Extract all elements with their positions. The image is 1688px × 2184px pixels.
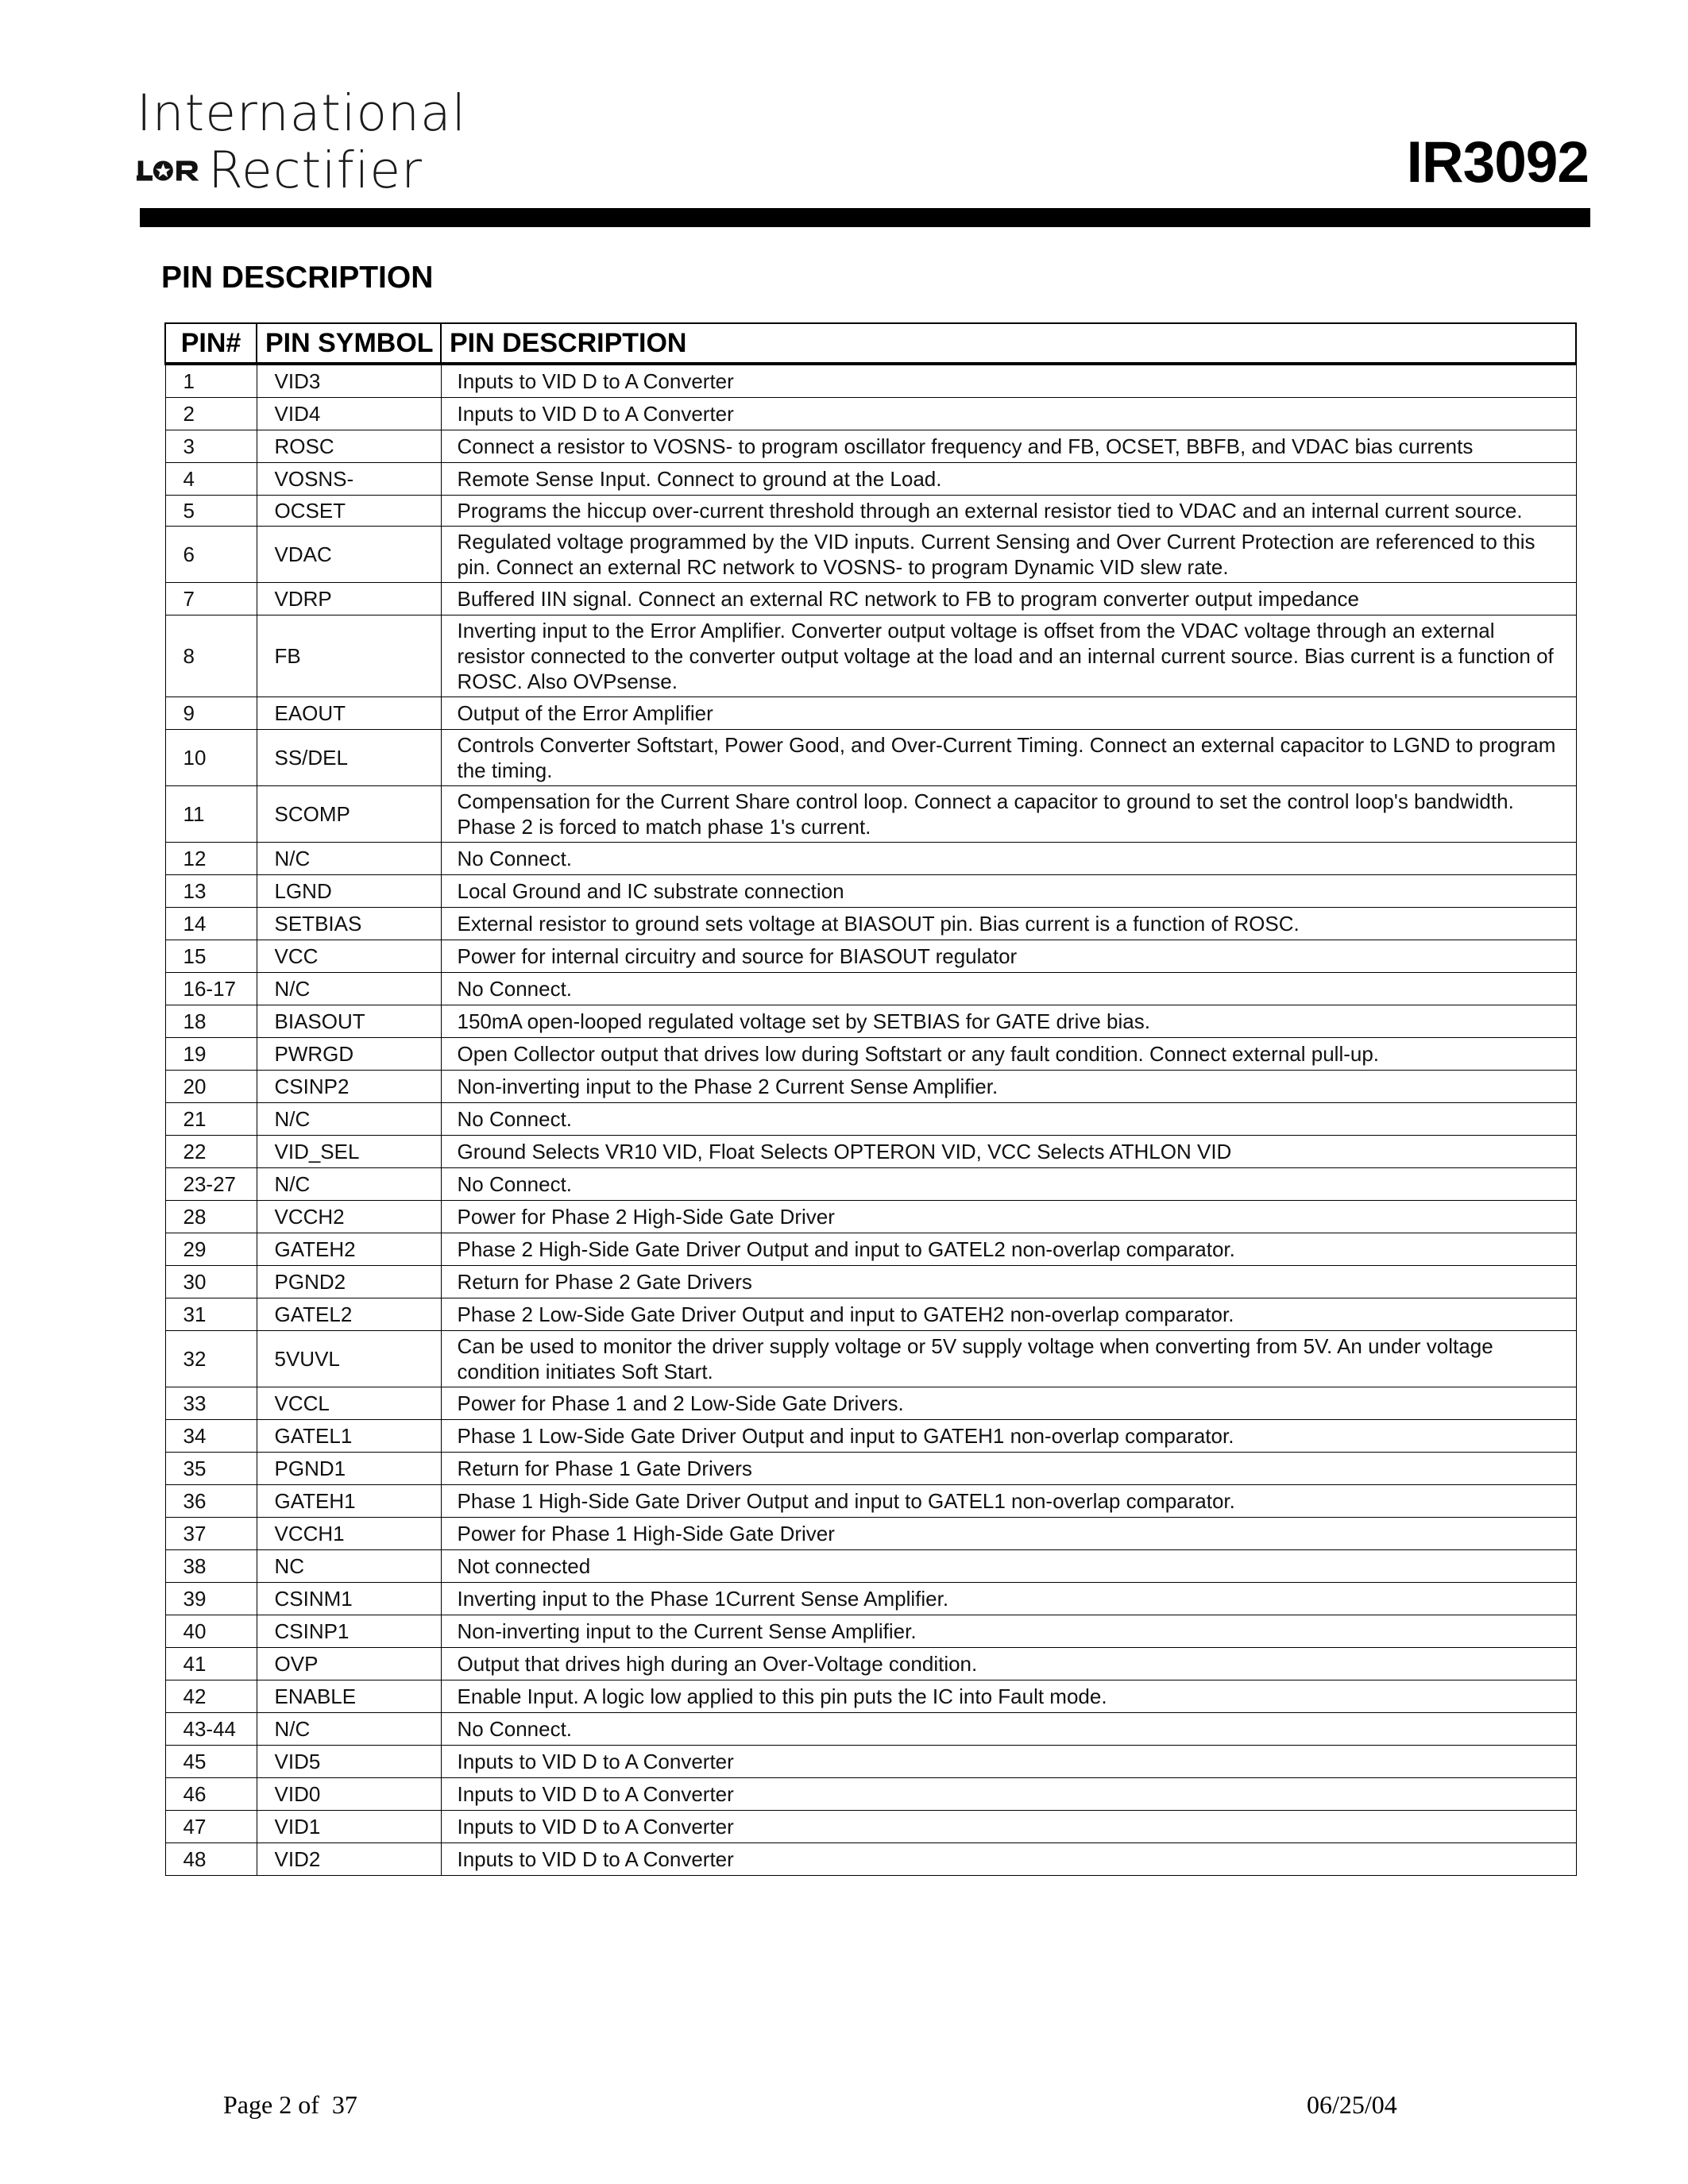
pin-symbol-cell: VDRP — [257, 583, 441, 615]
pin-symbol-cell: GATEH1 — [257, 1485, 441, 1518]
pin-number-cell: 43-44 — [165, 1713, 257, 1746]
pin-number-cell: 32 — [165, 1331, 257, 1387]
pin-number-cell: 21 — [165, 1103, 257, 1136]
pin-symbol-cell: VID0 — [257, 1778, 441, 1811]
table-row — [165, 463, 1576, 496]
pin-description-cell: No Connect. — [441, 1713, 1576, 1746]
table-row — [165, 973, 1576, 1005]
pin-description-cell: Phase 1 High-Side Gate Driver Output and input to GATEL1 non-overlap comparator. — [441, 1485, 1576, 1518]
table-row — [165, 496, 1576, 527]
pin-symbol-cell: PGND1 — [257, 1453, 441, 1485]
pin-number-cell: 39 — [165, 1583, 257, 1615]
pin-symbol-cell: CSINP2 — [257, 1071, 441, 1103]
pin-symbol-cell: N/C — [257, 843, 441, 875]
pin-symbol-cell: VCCH2 — [257, 1201, 441, 1233]
pin-description-cell: Enable Input. A logic low applied to this pin puts the IC into Fault mode. — [441, 1680, 1576, 1713]
pin-symbol-cell: LGND — [257, 875, 441, 908]
pin-symbol-cell: OVP — [257, 1648, 441, 1680]
pin-number-cell: 7 — [165, 583, 257, 615]
pin-number-cell: 40 — [165, 1615, 257, 1648]
pin-symbol-cell: EAOUT — [257, 697, 441, 730]
table-row — [165, 1680, 1576, 1713]
pin-number-cell: 47 — [165, 1811, 257, 1843]
page-number: Page 2 of 37 — [223, 2090, 357, 2119]
pin-number-cell: 16-17 — [165, 973, 257, 1005]
pin-description-table — [164, 322, 1577, 1876]
pin-description-cell: No Connect. — [441, 843, 1576, 875]
pin-symbol-cell: N/C — [257, 1103, 441, 1136]
pin-symbol-cell: ROSC — [257, 430, 441, 463]
table-row — [165, 1387, 1576, 1420]
pin-symbol-cell: BIASOUT — [257, 1005, 441, 1038]
pin-description-cell: Return for Phase 2 Gate Drivers — [441, 1266, 1576, 1298]
pin-symbol-cell: SETBIAS — [257, 908, 441, 940]
pin-symbol-cell: CSINM1 — [257, 1583, 441, 1615]
document-date: 06/25/04 — [1307, 2090, 1397, 2119]
table-row — [165, 1550, 1576, 1583]
pin-number-cell: 18 — [165, 1005, 257, 1038]
table-row — [165, 430, 1576, 463]
pin-symbol-cell: SS/DEL — [257, 730, 441, 786]
pin-number-cell: 46 — [165, 1778, 257, 1811]
pin-number-cell: 20 — [165, 1071, 257, 1103]
pin-number-cell: 22 — [165, 1136, 257, 1168]
pin-symbol-cell: FB — [257, 615, 441, 697]
pin-number-cell: 36 — [165, 1485, 257, 1518]
pin-description-cell: Can be used to monitor the driver supply voltage or 5V supply voltage when converting from 5V. An under voltage condition initiates Soft Start. — [441, 1331, 1576, 1387]
section-title: PIN DESCRIPTION — [161, 260, 434, 295]
company-logo — [137, 84, 467, 199]
pin-symbol-cell: GATEH2 — [257, 1233, 441, 1266]
pin-description-cell: Inverting input to the Error Amplifier. Converter output voltage is offset from the VDAC voltage through an external resistor connected to the converter output voltage at the load and an internal current source. Bias current is a function of ROSC. Also OVPsense. — [441, 615, 1576, 697]
pin-symbol-cell: VID1 — [257, 1811, 441, 1843]
pin-description-cell: External resistor to ground sets voltage at BIASOUT pin. Bias current is a function of ROSC. — [441, 908, 1576, 940]
table-row — [165, 1518, 1576, 1550]
table-row — [165, 615, 1576, 697]
table-row — [165, 1233, 1576, 1266]
pin-symbol-cell: VID3 — [257, 364, 441, 398]
pin-description-cell: Phase 2 High-Side Gate Driver Output and input to GATEL2 non-overlap comparator. — [441, 1233, 1576, 1266]
pin-number-cell: 41 — [165, 1648, 257, 1680]
pin-symbol-cell: GATEL1 — [257, 1420, 441, 1453]
table-row — [165, 1648, 1576, 1680]
pin-symbol-cell: VDAC — [257, 527, 441, 583]
pin-symbol-cell: OCSET — [257, 496, 441, 527]
pin-description-cell: Not connected — [441, 1550, 1576, 1583]
pin-description-cell: Ground Selects VR10 VID, Float Selects OPTERON VID, VCC Selects ATHLON VID — [441, 1136, 1576, 1168]
header-divider — [140, 208, 1590, 227]
pin-number-cell: 23-27 — [165, 1168, 257, 1201]
table-row — [165, 527, 1576, 583]
table-row — [165, 730, 1576, 786]
column-header-symbol: PIN SYMBOL — [257, 323, 441, 364]
pin-description-cell: Power for Phase 1 High-Side Gate Driver — [441, 1518, 1576, 1550]
table-row — [165, 1038, 1576, 1071]
pin-description-cell: Remote Sense Input. Connect to ground at the Load. — [441, 463, 1576, 496]
pin-description-cell: 150mA open-looped regulated voltage set by SETBIAS for GATE drive bias. — [441, 1005, 1576, 1038]
table-row — [165, 1071, 1576, 1103]
pin-description-cell: Controls Converter Softstart, Power Good, and Over-Current Timing. Connect an external capacitor to LGND to program the timing. — [441, 730, 1576, 786]
table-row — [165, 1005, 1576, 1038]
pin-description-cell: No Connect. — [441, 973, 1576, 1005]
table-row — [165, 908, 1576, 940]
pin-symbol-cell: ENABLE — [257, 1680, 441, 1713]
pin-number-cell: 6 — [165, 527, 257, 583]
pin-description-cell: Power for Phase 1 and 2 Low-Side Gate Drivers. — [441, 1387, 1576, 1420]
pin-number-cell: 33 — [165, 1387, 257, 1420]
table-row — [165, 1201, 1576, 1233]
pin-symbol-cell: VID_SEL — [257, 1136, 441, 1168]
pin-description-cell: Power for Phase 2 High-Side Gate Driver — [441, 1201, 1576, 1233]
pin-number-cell: 9 — [165, 697, 257, 730]
pin-number-cell: 10 — [165, 730, 257, 786]
pin-description-cell: Inputs to VID D to A Converter — [441, 1746, 1576, 1778]
pin-symbol-cell: 5VUVL — [257, 1331, 441, 1387]
pin-description-cell: Inverting input to the Phase 1Current Sense Amplifier. — [441, 1583, 1576, 1615]
table-row — [165, 398, 1576, 430]
pin-number-cell: 1 — [165, 364, 257, 398]
pin-symbol-cell: PWRGD — [257, 1038, 441, 1071]
pin-symbol-cell: NC — [257, 1550, 441, 1583]
table-row — [165, 875, 1576, 908]
pin-symbol-cell: VCCL — [257, 1387, 441, 1420]
table-row — [165, 1103, 1576, 1136]
pin-number-cell: 31 — [165, 1298, 257, 1331]
pin-number-cell: 35 — [165, 1453, 257, 1485]
logo-wordmark-international: International — [137, 84, 467, 142]
table-row — [165, 1136, 1576, 1168]
pin-number-cell: 14 — [165, 908, 257, 940]
pin-description-cell: Output that drives high during an Over-Voltage condition. — [441, 1648, 1576, 1680]
pin-number-cell: 5 — [165, 496, 257, 527]
pin-symbol-cell: SCOMP — [257, 786, 441, 843]
pin-symbol-cell: VOSNS- — [257, 463, 441, 496]
pin-description-cell: Buffered IIN signal. Connect an external RC network to FB to program converter output impedance — [441, 583, 1576, 615]
pin-number-cell: 37 — [165, 1518, 257, 1550]
pin-symbol-cell: N/C — [257, 973, 441, 1005]
pin-symbol-cell: VID2 — [257, 1843, 441, 1876]
pin-description-cell: Inputs to VID D to A Converter — [441, 1778, 1576, 1811]
pin-symbol-cell: N/C — [257, 1713, 441, 1746]
pin-symbol-cell: VCC — [257, 940, 441, 973]
pin-symbol-cell: CSINP1 — [257, 1615, 441, 1648]
table-row — [165, 1746, 1576, 1778]
pin-number-cell: 38 — [165, 1550, 257, 1583]
pin-number-cell: 12 — [165, 843, 257, 875]
pin-description-cell: Return for Phase 1 Gate Drivers — [441, 1453, 1576, 1485]
pin-symbol-cell: VID5 — [257, 1746, 441, 1778]
pin-description-cell: Inputs to VID D to A Converter — [441, 1843, 1576, 1876]
pin-description-cell: No Connect. — [441, 1103, 1576, 1136]
table-row — [165, 1811, 1576, 1843]
table-row — [165, 1298, 1576, 1331]
pin-symbol-cell: N/C — [257, 1168, 441, 1201]
pin-description-cell: Inputs to VID D to A Converter — [441, 1811, 1576, 1843]
pin-symbol-cell: PGND2 — [257, 1266, 441, 1298]
pin-description-cell: Inputs to VID D to A Converter — [441, 364, 1576, 398]
pin-symbol-cell: VCCH1 — [257, 1518, 441, 1550]
pin-number-cell: 13 — [165, 875, 257, 908]
table-row — [165, 697, 1576, 730]
pin-description-cell: Connect a resistor to VOSNS- to program oscillator frequency and FB, OCSET, BBFB, and VDAC bias currents — [441, 430, 1576, 463]
pin-description-cell: Programs the hiccup over-current threshold through an external resistor tied to VDAC and an internal current source. — [441, 496, 1576, 527]
table-row — [165, 1331, 1576, 1387]
pin-number-cell: 28 — [165, 1201, 257, 1233]
pin-description-cell: Compensation for the Current Share control loop. Connect a capacitor to ground to set the control loop's bandwidth. Phase 2 is forced to match phase 1's current. — [441, 786, 1576, 843]
pin-description-cell: Open Collector output that drives low during Softstart or any fault condition. Connect external pull-up. — [441, 1038, 1576, 1071]
pin-description-cell: No Connect. — [441, 1168, 1576, 1201]
column-header-description: PIN DESCRIPTION — [441, 323, 1576, 364]
logo-wordmark-rectifier: Rectifier — [208, 141, 423, 199]
table-row — [165, 1266, 1576, 1298]
pin-number-cell: 19 — [165, 1038, 257, 1071]
pin-description-cell: Local Ground and IC substrate connection — [441, 875, 1576, 908]
pin-number-cell: 42 — [165, 1680, 257, 1713]
pin-number-cell: 29 — [165, 1233, 257, 1266]
pin-number-cell: 30 — [165, 1266, 257, 1298]
part-number: IR3092 — [1406, 130, 1589, 195]
table-row — [165, 1420, 1576, 1453]
ior-logo-icon — [137, 152, 200, 189]
pin-symbol-cell: VID4 — [257, 398, 441, 430]
table-row — [165, 1453, 1576, 1485]
pin-description-cell: Phase 1 Low-Side Gate Driver Output and input to GATEH1 non-overlap comparator. — [441, 1420, 1576, 1453]
pin-number-cell: 2 — [165, 398, 257, 430]
column-header-pin: PIN# — [165, 323, 257, 364]
pin-number-cell: 8 — [165, 615, 257, 697]
pin-description-cell: Power for internal circuitry and source for BIASOUT regulator — [441, 940, 1576, 973]
pin-description-cell: Non-inverting input to the Phase 2 Current Sense Amplifier. — [441, 1071, 1576, 1103]
pin-number-cell: 45 — [165, 1746, 257, 1778]
table-row — [165, 1843, 1576, 1876]
pin-number-cell: 4 — [165, 463, 257, 496]
table-row — [165, 843, 1576, 875]
table-row — [165, 940, 1576, 973]
pin-number-cell: 34 — [165, 1420, 257, 1453]
table-row — [165, 1713, 1576, 1746]
table-row — [165, 786, 1576, 843]
pin-number-cell: 11 — [165, 786, 257, 843]
pin-number-cell: 48 — [165, 1843, 257, 1876]
pin-number-cell: 15 — [165, 940, 257, 973]
table-row — [165, 364, 1576, 398]
table-row — [165, 1485, 1576, 1518]
pin-number-cell: 3 — [165, 430, 257, 463]
table-row — [165, 1615, 1576, 1648]
table-row — [165, 1778, 1576, 1811]
pin-description-cell: Non-inverting input to the Current Sense Amplifier. — [441, 1615, 1576, 1648]
pin-description-cell: Phase 2 Low-Side Gate Driver Output and input to GATEH2 non-overlap comparator. — [441, 1298, 1576, 1331]
pin-description-cell: Regulated voltage programmed by the VID inputs. Current Sensing and Over Current Protection are referenced to this pin. Connect an external RC network to VOSNS- to program Dynamic VID slew rate. — [441, 527, 1576, 583]
pin-description-cell: Output of the Error Amplifier — [441, 697, 1576, 730]
pin-symbol-cell: GATEL2 — [257, 1298, 441, 1331]
pin-description-cell: Inputs to VID D to A Converter — [441, 398, 1576, 430]
table-row — [165, 1583, 1576, 1615]
table-row — [165, 583, 1576, 615]
table-row — [165, 1168, 1576, 1201]
table-header-row — [165, 323, 1576, 364]
